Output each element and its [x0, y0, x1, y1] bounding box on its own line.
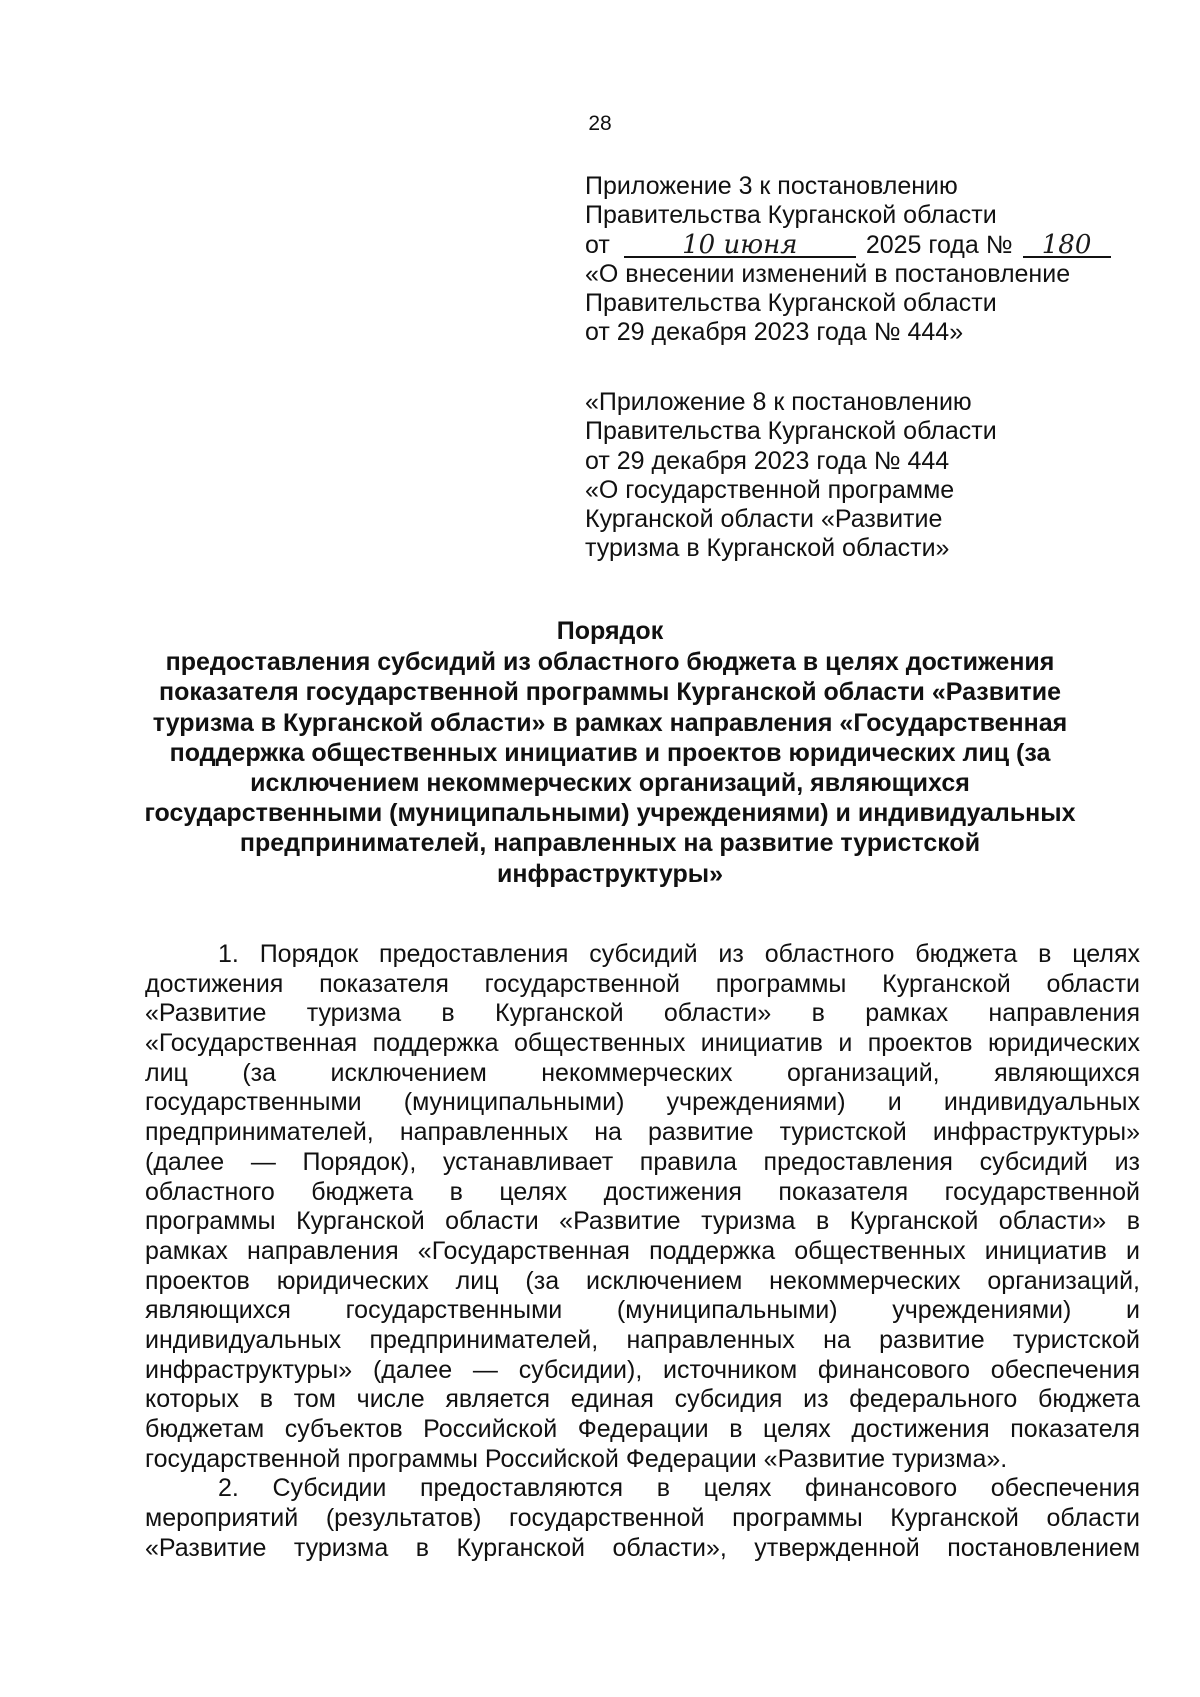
appendix-header-2-line: «О государственной программе: [585, 475, 955, 504]
page-number: 28: [588, 112, 612, 135]
paragraph-line: государственными (муниципальными) учреждениями) и индивидуальных: [145, 1088, 1140, 1117]
paragraph-line: достижения показателя государственной программы Курганской области: [145, 969, 1140, 998]
appendix-header-2-line: «Приложение 8 к постановлению: [585, 388, 972, 416]
body-text: [145, 940, 1140, 1563]
paragraph-line: лиц (за исключением некоммерческих организаций, являющихся: [145, 1058, 1140, 1087]
appendix-header-2-line: от 29 декабря 2023 года № 444: [585, 446, 950, 475]
paragraph-line: 2. Субсидии предоставляются в целях финансового обеспечения: [218, 1474, 1140, 1503]
appendix-date-line: [585, 231, 1145, 260]
date-prefix: от: [585, 230, 610, 259]
paragraph-line: бюджетам субъектов Российской Федерации в целях достижения показателя: [145, 1415, 1140, 1443]
appendix-header-line: «О внесении изменений в постановление: [585, 259, 1071, 288]
year-label: 2025 года №: [865, 230, 1013, 259]
paragraph-line: программы Курганской области «Развитие туризма в Курганской области» в: [145, 1207, 1140, 1236]
appendix-header-2-line: туризма в Курганской области»: [585, 534, 950, 563]
appendix-header-line: от 29 декабря 2023 года № 444»: [585, 318, 964, 347]
paragraph-line: предпринимателей, направленных на развитие туристской инфраструктуры»: [145, 1118, 1140, 1147]
paragraph-line: проектов юридических лиц (за исключением некоммерческих организаций,: [145, 1266, 1140, 1295]
paragraph-line: мероприятий (результатов) государственной программы Курганской области: [145, 1504, 1140, 1533]
paragraph-line: которых в том числе является единая субсидия из федерального бюджета: [145, 1385, 1140, 1414]
appendix-header-line: Правительства Курганской области: [585, 201, 997, 230]
title-line: исключением некоммерческих организаций, являющихся: [250, 769, 970, 798]
title-line: государственными (муниципальными) учреждениями) и индивидуальных: [144, 799, 1076, 828]
handwritten-number: 180: [1023, 234, 1111, 258]
paragraph-1: [145, 940, 1140, 1474]
title-line: предпринимателей, направленных на развитие туристской: [239, 829, 981, 858]
title-line: показателя государственной программы Курганской области «Развитие: [159, 678, 1061, 707]
title-line: инфраструктуры»: [497, 859, 723, 888]
appendix-header: [585, 172, 1145, 348]
paragraph-line: государственной программы Российской Федерации «Развитие туризма».: [145, 1444, 1008, 1473]
appendix-header-line: Правительства Курганской области: [585, 289, 997, 318]
paragraph-line: областного бюджета в целях достижения показателя государственной: [145, 1177, 1140, 1206]
appendix-header-2-line: Курганской области «Развитие: [585, 505, 943, 534]
appendix-header-2-line: Правительства Курганской области: [585, 417, 997, 446]
paragraph-line: «Развитие туризма в Курганской области», утвержденной постановлением: [145, 1533, 1140, 1562]
document-title: [110, 616, 1110, 889]
paragraph-line: «Государственная поддержка общественных инициатив и проектов юридических: [145, 1029, 1140, 1058]
paragraph-line: 1. Порядок предоставления субсидий из областного бюджета в целях: [218, 940, 1140, 968]
handwritten-date: 10 июня: [624, 234, 856, 258]
appendix-header-2: [585, 388, 1145, 564]
paragraph-2: [145, 1474, 1140, 1563]
paragraph-line: индивидуальных предпринимателей, направленных на развитие туристской: [145, 1325, 1140, 1354]
paragraph-line: являющихся государственными (муниципальными) учреждениями) и: [145, 1296, 1140, 1325]
paragraph-line: «Развитие туризма в Курганской области» в рамках направления: [145, 999, 1140, 1028]
title-line: предоставления субсидий из областного бюджета в целях достижения: [165, 648, 1055, 677]
paragraph-line: инфраструктуры» (далее — субсидии), источником финансового обеспечения: [145, 1355, 1140, 1384]
paragraph-line: рамках направления «Государственная поддержка общественных инициатив и: [145, 1236, 1140, 1265]
title-line: туризма в Курганской области» в рамках направления «Государственная: [152, 708, 1068, 737]
title-heading: Порядок: [556, 617, 664, 645]
appendix-header-line: Приложение 3 к постановлению: [585, 172, 958, 200]
paragraph-line: (далее — Порядок), устанавливает правила предоставления субсидий из: [145, 1147, 1140, 1176]
title-line: поддержка общественных инициатив и проектов юридических лиц (за: [169, 738, 1051, 767]
